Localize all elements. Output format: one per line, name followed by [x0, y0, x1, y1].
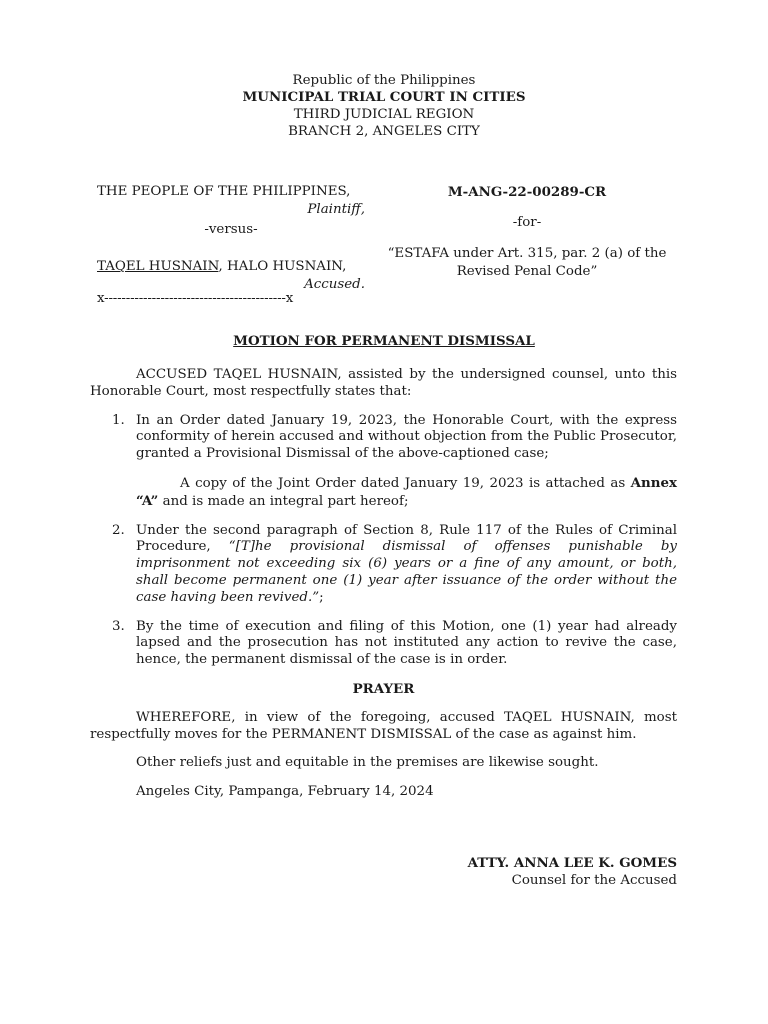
item-number: 2.: [112, 522, 125, 538]
annex-paragraph: [90, 475, 677, 511]
plaintiff-label: Plaintiff,: [307, 202, 365, 217]
item-text: In an Order dated January 19, 2023, the Honorable Court, with the express conformity of herein accused and without objection from the Public Prosecutor, granted a Provisional Dismissal of the above-captioned case;: [136, 412, 677, 462]
annex-text-end: and is made an integral part hereof;: [158, 493, 409, 509]
other-reliefs-paragraph: Other reliefs just and equitable in the premises are likewise sought.: [136, 755, 599, 771]
versus-label: -versus-: [204, 222, 258, 237]
accused-names: [97, 258, 365, 276]
header-branch: BRANCH 2, ANGELES CITY: [288, 124, 480, 139]
case-caption-details: [378, 183, 676, 281]
document-title: MOTION FOR PERMANENT DISMISSAL: [233, 333, 535, 349]
case-caption-parties: [97, 183, 365, 294]
accused-label: Accused.: [304, 277, 365, 292]
offense-description: “ESTAFA under Art. 315, par. 2 (a) of the Revised Penal Code”: [387, 246, 667, 279]
counsel-role: Counsel for the Accused: [511, 873, 677, 888]
item-text: Under the second paragraph of Section 8, Rule 117 of the Rules of Criminal Procedure,: [136, 522, 677, 555]
plaintiff-name: THE PEOPLE OF THE PHILIPPINES,: [97, 184, 351, 199]
accused-others: , HALO HUSNAIN,: [218, 259, 347, 274]
header-region: THIRD JUDICIAL REGION: [293, 107, 475, 122]
list-item: [90, 619, 677, 669]
for-label: -for-: [512, 215, 542, 230]
wherefore-paragraph: WHEREFORE, in view of the foregoing, accused TAQEL HUSNAIN, most respectfully moves for the PERMANENT DISMISSAL of the case as against him.: [90, 709, 677, 742]
case-number: M-ANG-22-00289-CR: [447, 184, 607, 200]
list-item: [90, 413, 677, 463]
place-date: Angeles City, Pampanga, February 14, 2024: [136, 784, 434, 800]
rule-quote: “[T]he provisional dismissal of offenses punishable by imprisonment not exceeding six (6) years or a fine of any amount, or both, shall become permanent one (1) year after issuance of the order without the case having been revived.”: [136, 539, 677, 605]
item-text-end: ;: [319, 589, 324, 605]
item-number: 3.: [112, 618, 125, 634]
signature-block: [468, 855, 677, 889]
accused-primary: TAQEL HUSNAIN: [97, 259, 219, 274]
header-republic: Republic of the Philippines: [292, 73, 476, 88]
header-court: MUNICIPAL TRIAL COURT IN CITIES: [242, 89, 526, 105]
counsel-name: ATTY. ANNA LEE K. GOMES: [467, 855, 677, 871]
document-body: [90, 367, 677, 813]
item-number: 1.: [112, 412, 125, 428]
annex-text: A copy of the Joint Order dated January 19, 2023 is attached as: [180, 475, 631, 491]
list-item: [90, 523, 677, 607]
item-text: By the time of execution and filing of this Motion, one (1) year had already lapsed and the prosecution has not instituted any action to revive the case, hence, the permanent dismissal of the case is in order.: [136, 618, 677, 668]
annex-label: Annex “A”: [136, 474, 677, 509]
prayer-heading: PRAYER: [352, 680, 415, 697]
caption-separator: x------------------------------------------x: [97, 291, 294, 306]
court-header: [0, 72, 768, 140]
intro-paragraph: ACCUSED TAQEL HUSNAIN, assisted by the undersigned counsel, unto this Honorable Court, most respectfully states that:: [90, 367, 677, 399]
